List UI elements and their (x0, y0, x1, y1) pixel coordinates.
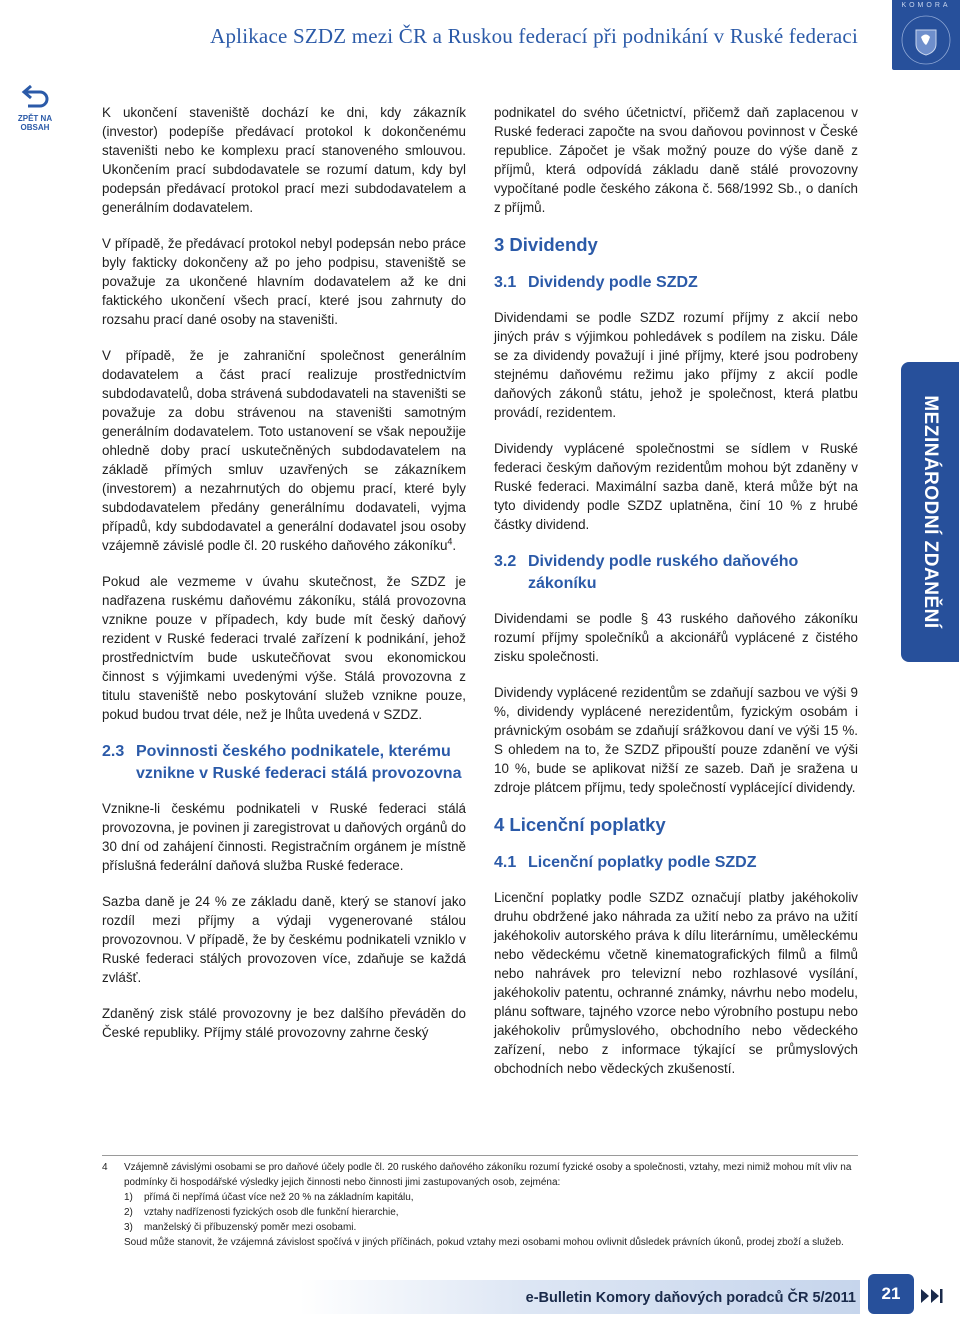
footnote (102, 1160, 858, 1250)
side-tab-label: MEZINÁRODNÍ ZDANĚNÍ (920, 395, 941, 629)
paragraph: Licenční poplatky podle SZDZ označují platby jakéhokoliv druhu obdržené jako náhrada za užití nebo za právo na užití jakéhokoliv autorského práva k dílu literárnímu, uměleckému nebo vědeckému včetně kinematografických filmů a filmů nebo nahrávek pro televizní nebo rozhlasové vysílání, jakéhokoliv patentu, ochranné známky, návrhu nebo modelu, plánu software, tajného vzorce nebo výrobního postupu nebo jakéhokoliv průmyslového, obchodního nebo vědeckého zařízení, nebo z informace týkající se průmyslových obchodních nebo vědeckých zkušeností. (494, 890, 858, 1076)
section-heading-2-3 (102, 741, 466, 785)
paragraph (102, 346, 466, 555)
back-to-contents-button[interactable] (10, 84, 60, 134)
next-page-button[interactable] (919, 1287, 945, 1305)
paragraph: podnikatel do svého účetnictví, přičemž daň zaplacenou v Ruské federaci započte na svou daňovou povinnost v České republice. Zápočet je však možný pouze do výše daně z příjmů, která odpovídá základu daně stálé provozovny vypočítané podle českého zákona č. 568/1992 Sb., o daních z příjmů. (494, 105, 858, 215)
section-heading-4: 4 Licenční poplatky (494, 814, 666, 835)
footnote-list (124, 1190, 858, 1235)
paragraph: V případě, že předávací protokol nebyl podepsán nebo práce byly fakticky dokončeny až po jeho podpisu, staveniště se považuje za ukončené hlavním dodavatelem až ke dni faktického ukončení všech prací, které jsou zahrnuty do rozsahu prací dané osoby na staveništi. (102, 236, 466, 327)
list-text: přímá či nepřímá účast více než 20 % na základním kapitálu, (144, 1192, 414, 1203)
footnotes (102, 1160, 858, 1250)
section-side-tab (901, 362, 959, 662)
heading-text: Dividendy podle SZDZ (528, 274, 698, 291)
paragraph: Dividendy vyplácené rezidentům se zdaňují sazbou ve výši 9 %, dividendy vyplácené nerezidentům, fyzickým osobám i právnickým osobám se zdaňují srážkovou daní ve výši 15 %. S ohledem na to, že SZDZ připouští pouze zdanění ve výši 10 %, bude se aplikovat nižší ze sazeb. Daň je sražena u zdroje plátcem příjmu, tedy společností vyplácející dividendy. (494, 685, 858, 795)
page-number: 21 (868, 1274, 914, 1314)
list-text: vztahy nadřízenosti fyzických osob dle funkční hierarchie, (144, 1207, 399, 1218)
list-number: 3) (124, 1222, 133, 1233)
list-number: 1) (124, 1192, 133, 1203)
heading-number: 3.2 (494, 553, 517, 570)
heading-text: Dividendy podle ruského daňového zákoníku (528, 553, 799, 592)
list-item (124, 1220, 858, 1235)
footnote-divider (102, 1155, 858, 1156)
lion-emblem-icon (892, 0, 960, 70)
fast-forward-icon (919, 1287, 945, 1305)
logo-text-top: KOMORA (901, 2, 951, 9)
footnote-text: Vzájemně závislými osobami se pro daňové účely podle čl. 20 ruského daňového zákoníku rozumí fyzické osoby a společnosti, vztahy, mezi nimiž mohou mít vliv na podmínky či hospodářské výsledky jejich činnosti nebo činnosti jimi zastupovaných osob, zejména: (124, 1162, 852, 1188)
paragraph: Zdaněný zisk stálé provozovny je bez dalšího převáděn do České republiky. Příjmy stálé provozovny zahrne český (102, 1006, 466, 1040)
section-heading-3: 3 Dividendy (494, 234, 598, 255)
return-arrow-icon (10, 84, 60, 114)
paragraph-end: . (452, 538, 457, 553)
paragraph-text: V případě, že je zahraniční společnost generálním dodavatelem a část prací realizuje prostřednictvím subdodavatelů, doba strávená subdodavateli na staveništi se považuje za dobu strávenou na staveništi samotným generálním dodavatelem. Toto ustanovení se však nepoužije ohledně doby prací uskutečněných subdodavatelem na základě přímých smluv uzavřených se zákazníkem (investorem) a nezahrnutých do objemu prací, které byly subdodavatelem předány generálnímu dodavateli, vyjma případů, kdy subdodavatel a generální dodavatel jsou osoby vzájemně závislé podle čl. 20 ruského daňového zákoníku (102, 348, 466, 553)
back-label-line2: OBSAH (20, 123, 50, 132)
paragraph: Vznikne-li českému podnikateli v Ruské federaci stálá provozovna, je povinen ji zaregistrovat u daňových orgánů do 30 dní od zahájení činnosti. Registračním orgánem je místně příslušná federální daňová služba Ruské federace. (102, 801, 467, 873)
footer-publication-title: e-Bulletin Komory daňových poradců ČR 5/2011 (525, 1290, 856, 1306)
footnote-closing: Soud může stanovit, že vzájemná závislost spočívá v jiných příčinách, pokud vztahy mezi osobami mohou ovlivnit důsledek právních úkonů, prodej zboží a služeb. (124, 1237, 844, 1248)
list-number: 2) (124, 1207, 133, 1218)
paragraph: Dividendami se podle SZDZ rozumí příjmy z akcií nebo jiných práv s výjimkou pohledávek s podílem na zisku. Dále se za dividendy považují i jiné příjmy, které jsou podrobeny stejnému daňovému režimu jako příjmy z akcií podle daňových zákonů státu, jehož je společnost, která platbu provádí, rezidentem. (494, 310, 858, 420)
paragraph: Dividendy vyplácené společnostmi se sídlem v Ruské federaci českým daňovým rezidentům mohou být zdaněny v Ruské federaci. Maximální sazba daně, která může být na tyto dividendy podle SZDZ uplatněna, činí 10 % z hrubé částky dividend. (494, 441, 858, 532)
paragraph: Pokud ale vezmeme v úvahu skutečnost, že SZDZ je nadřazena ruskému daňovému zákoníku, stálá provozovna vznikne pouze v případech, kdy bude mít český daňový rezident v Ruské federaci trvalé zařízení k podnikání, jehož prostřednictvím bude uskutečňovat svou ekonomickou činnost s výjimkami uvedenými výše. Stálá provozovna z titulu staveniště nebo poskytování služeb vznikne pouze, pokud budou trvat déle, než je lhůta uvedená v SZDZ. (102, 574, 466, 722)
paragraph: Dividendami se podle § 43 ruského daňového zákoníku rozumí příjmy společníků a akcionářů vyplácené z čistého zisku společnosti. (494, 611, 858, 664)
section-heading-3-1 (494, 272, 858, 294)
heading-number: 3.1 (494, 274, 517, 291)
paragraph: K ukončení staveniště dochází ke dni, kdy zákazník (investor) podepíše předávací protokol k dokončenému staveništi nebo ke komplexu prací stanoveného smlouvou. Ukončením prací subdodavatele se rozumí datum, kdy byl podepsán předávací protokol prací mezi subdodavatelem a generálním dodavatelem. (102, 105, 466, 215)
section-heading-3-2 (494, 551, 858, 595)
footnote-ref[interactable]: 4 (447, 536, 453, 547)
list-item (124, 1205, 858, 1220)
section-heading-4-1 (494, 852, 858, 874)
right-column (494, 103, 858, 1095)
chamber-logo (892, 0, 960, 70)
heading-text: Povinnosti českého podnikatele, kterému vznikne v Ruské federaci stálá provozovna (136, 743, 462, 782)
list-item (124, 1190, 858, 1205)
page-header-title: Aplikace SZDZ mezi ČR a Ruskou federací při podnikání v Ruské federaci (210, 24, 858, 48)
paragraph: Sazba daně je 24 % ze základu daně, který se stanoví jako rozdíl mezi příjmy a výdaji vygenerované stálou provozovnou. V případě, že by českému podnikateli vzniklo v Ruské federaci stálých provozoven více, zdaňuje se každá zvlášť. (102, 894, 466, 985)
list-text: manželský či příbuzenský poměr mezi osobami. (144, 1222, 357, 1233)
left-column (102, 103, 466, 1059)
footnote-number: 4 (102, 1162, 108, 1173)
heading-number: 4.1 (494, 854, 517, 871)
heading-text: Licenční poplatky podle SZDZ (528, 854, 757, 871)
heading-number: 2.3 (102, 743, 125, 760)
back-label-line1: ZPĚT NA (17, 114, 53, 123)
